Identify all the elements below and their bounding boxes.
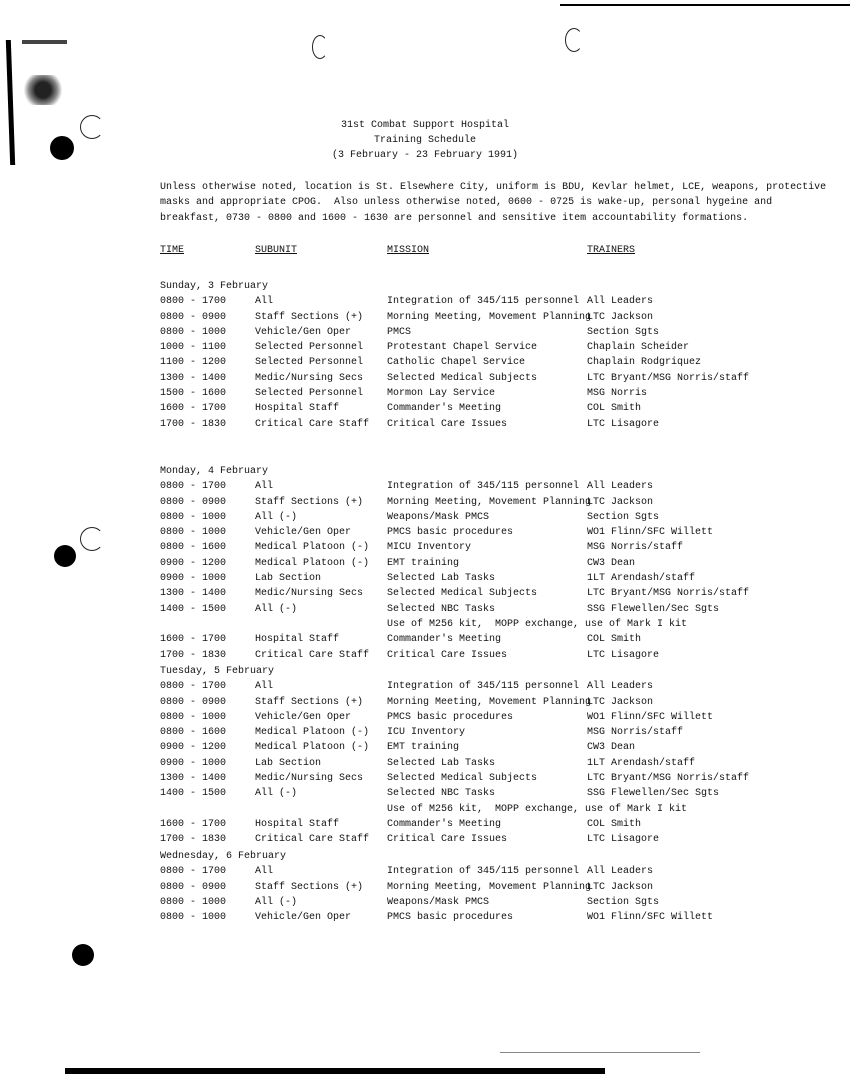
- trainers-cell: All Leaders: [587, 866, 654, 878]
- subunit-cell: Critical Care Staff: [255, 649, 370, 661]
- mission-cell: Use of M256 kit, MOPP exchange, use of Mark I kit: [387, 803, 688, 815]
- trainers-cell: LTC Jackson: [587, 881, 654, 893]
- schedule-row: [160, 325, 800, 340]
- mission-cell: Protestant Chapel Service: [387, 342, 538, 354]
- mission-cell: MICU Inventory: [387, 542, 472, 554]
- time-cell: 1500 - 1600: [160, 388, 227, 400]
- trainers-cell: 1LT Arendash/staff: [587, 573, 696, 585]
- trainers-cell: COL Smith: [587, 634, 642, 646]
- subunit-cell: Hospital Staff: [255, 403, 340, 415]
- time-cell: 0800 - 1700: [160, 681, 227, 693]
- time-cell: 0800 - 1000: [160, 326, 227, 338]
- column-header-time: TIME: [160, 245, 185, 256]
- schedule-row: [160, 771, 800, 786]
- trainers-cell: LTC Jackson: [587, 311, 654, 323]
- subunit-cell: Staff Sections (+): [255, 881, 364, 893]
- time-cell: 1000 - 1100: [160, 342, 227, 354]
- schedule-row: [160, 802, 800, 817]
- time-cell: 1300 - 1400: [160, 372, 227, 384]
- time-cell: 0800 - 1000: [160, 912, 227, 924]
- schedule-row: [160, 695, 800, 710]
- mission-cell: PMCS: [387, 326, 412, 338]
- time-cell: 1700 - 1830: [160, 649, 227, 661]
- mission-cell: Morning Meeting, Movement Planning: [387, 881, 592, 893]
- mission-cell: ICU Inventory: [387, 727, 466, 739]
- subunit-cell: All: [255, 866, 274, 878]
- schedule-row: [160, 386, 800, 401]
- subunit-cell: Selected Personnel: [255, 342, 364, 354]
- schedule-row: [160, 786, 800, 801]
- trainers-cell: COL Smith: [587, 403, 642, 415]
- schedule-row: [160, 556, 800, 571]
- schedule-row: [160, 756, 800, 771]
- intro-paragraph: Unless otherwise noted, location is St. Elsewhere City, uniform is BDU, Kevlar helmet, LCE, weapons, protective masks and appropriate CPOG. Also unless otherwise noted, 0600 - 0725 is wake-up, personal hygeine and breakfast, 0730 - 0800 and 1600 - 1630 are personnel and sensitive item accountability formations.: [160, 182, 827, 224]
- trainers-cell: WO1 Flinn/SFC Willett: [587, 527, 714, 539]
- trainers-cell: SSG Flewellen/Sec Sgts: [587, 788, 720, 800]
- day-heading: Tuesday, 5 February: [160, 666, 275, 677]
- time-cell: 0900 - 1200: [160, 742, 227, 754]
- scan-smudge: [22, 40, 67, 44]
- schedule-row: [160, 571, 800, 586]
- binder-mark-icon: [565, 28, 583, 52]
- mission-cell: Use of M256 kit, MOPP exchange, use of Mark I kit: [387, 618, 688, 630]
- day-heading: Sunday, 3 February: [160, 281, 269, 292]
- mission-cell: Commander's Meeting: [387, 403, 502, 415]
- time-cell: 1700 - 1830: [160, 418, 227, 430]
- schedule-row: [160, 417, 800, 432]
- time-cell: 0800 - 1600: [160, 542, 227, 554]
- mission-cell: Selected NBC Tasks: [387, 603, 496, 615]
- date-range: (3 February - 23 February 1991): [331, 150, 519, 161]
- trainers-cell: LTC Jackson: [587, 696, 654, 708]
- mission-cell: Morning Meeting, Movement Planning: [387, 311, 592, 323]
- schedule-row: [160, 740, 800, 755]
- subunit-cell: Staff Sections (+): [255, 311, 364, 323]
- subunit-cell: Staff Sections (+): [255, 696, 364, 708]
- punch-hole-icon: [54, 545, 76, 567]
- day-section: [160, 464, 800, 663]
- time-cell: 1300 - 1400: [160, 773, 227, 785]
- time-cell: 0900 - 1000: [160, 757, 227, 769]
- day-section: [160, 279, 800, 432]
- subunit-cell: Critical Care Staff: [255, 418, 370, 430]
- time-cell: 0800 - 1000: [160, 511, 227, 523]
- time-cell: 0800 - 1700: [160, 866, 227, 878]
- subunit-cell: Vehicle/Gen Oper: [255, 912, 352, 924]
- unit-name: 31st Combat Support Hospital: [340, 120, 510, 131]
- trainers-cell: LTC Bryant/MSG Norris/staff: [587, 588, 750, 600]
- subunit-cell: Medic/Nursing Secs: [255, 372, 364, 384]
- subunit-cell: Vehicle/Gen Oper: [255, 326, 352, 338]
- trainers-cell: CW3 Dean: [587, 742, 636, 754]
- scan-noise-patch: [22, 75, 64, 105]
- time-cell: 1600 - 1700: [160, 634, 227, 646]
- schedule-row: [160, 880, 800, 895]
- trainers-cell: 1LT Arendash/staff: [587, 757, 696, 769]
- time-cell: 0800 - 1000: [160, 527, 227, 539]
- mission-cell: PMCS basic procedures: [387, 912, 514, 924]
- mission-cell: Critical Care Issues: [387, 418, 508, 430]
- mission-cell: Morning Meeting, Movement Planning: [387, 496, 592, 508]
- schedule-row: [160, 617, 800, 632]
- trainers-cell: LTC Jackson: [587, 496, 654, 508]
- subunit-cell: Medical Platoon (-): [255, 542, 370, 554]
- punch-hole-icon: [72, 944, 94, 966]
- schedule-row: [160, 310, 800, 325]
- time-cell: 0800 - 1600: [160, 727, 227, 739]
- mission-cell: Morning Meeting, Movement Planning: [387, 696, 592, 708]
- trainers-cell: SSG Flewellen/Sec Sgts: [587, 603, 720, 615]
- time-cell: 1600 - 1700: [160, 818, 227, 830]
- mission-cell: Selected NBC Tasks: [387, 788, 496, 800]
- time-cell: 0800 - 1000: [160, 711, 227, 723]
- mission-cell: Weapons/Mask PMCS: [387, 511, 490, 523]
- schedule-row: [160, 355, 800, 370]
- mission-cell: Weapons/Mask PMCS: [387, 896, 490, 908]
- subunit-cell: Medical Platoon (-): [255, 742, 370, 754]
- subunit-cell: Medical Platoon (-): [255, 557, 370, 569]
- subunit-cell: All: [255, 296, 274, 308]
- time-cell: 0800 - 0900: [160, 311, 227, 323]
- subunit-cell: All: [255, 681, 274, 693]
- mission-cell: Selected Lab Tasks: [387, 757, 496, 769]
- time-cell: 0800 - 1700: [160, 481, 227, 493]
- time-cell: 0800 - 1700: [160, 296, 227, 308]
- binder-mark-icon: [312, 35, 328, 59]
- schedule-row: [160, 679, 800, 694]
- trainers-cell: All Leaders: [587, 296, 654, 308]
- time-cell: 1400 - 1500: [160, 603, 227, 615]
- mission-cell: EMT training: [387, 557, 460, 569]
- schedule-row: [160, 340, 800, 355]
- mission-cell: Integration of 345/115 personnel: [387, 296, 580, 308]
- column-header-trainers: TRAINERS: [587, 245, 636, 256]
- schedule-row: [160, 495, 800, 510]
- subunit-cell: All (-): [255, 511, 298, 523]
- trainers-cell: WO1 Flinn/SFC Willett: [587, 912, 714, 924]
- trainers-cell: LTC Bryant/MSG Norris/staff: [587, 773, 750, 785]
- trainers-cell: MSG Norris/staff: [587, 727, 684, 739]
- column-header-subunit: SUBUNIT: [255, 245, 298, 256]
- time-cell: 0900 - 1200: [160, 557, 227, 569]
- subunit-cell: All: [255, 481, 274, 493]
- schedule-row: [160, 540, 800, 555]
- mission-cell: Mormon Lay Service: [387, 388, 496, 400]
- subunit-cell: All (-): [255, 788, 298, 800]
- document-title: [0, 118, 850, 163]
- mission-cell: Selected Medical Subjects: [387, 588, 538, 600]
- time-cell: 0800 - 0900: [160, 496, 227, 508]
- trainers-cell: COL Smith: [587, 818, 642, 830]
- day-heading: Monday, 4 February: [160, 466, 269, 477]
- mission-cell: Commander's Meeting: [387, 634, 502, 646]
- time-cell: 1600 - 1700: [160, 403, 227, 415]
- trainers-cell: LTC Lisagore: [587, 418, 660, 430]
- mission-cell: Integration of 345/115 personnel: [387, 681, 580, 693]
- mission-cell: PMCS basic procedures: [387, 711, 514, 723]
- trainers-cell: WO1 Flinn/SFC Willett: [587, 711, 714, 723]
- schedule-row: [160, 832, 800, 847]
- schedule-row: [160, 864, 800, 879]
- trainers-cell: CW3 Dean: [587, 557, 636, 569]
- schedule-row: [160, 525, 800, 540]
- scan-top-line: [560, 4, 850, 6]
- time-cell: 0800 - 0900: [160, 881, 227, 893]
- trainers-cell: LTC Lisagore: [587, 649, 660, 661]
- mission-cell: Selected Lab Tasks: [387, 573, 496, 585]
- subunit-cell: Critical Care Staff: [255, 834, 370, 846]
- trainers-cell: LTC Bryant/MSG Norris/staff: [587, 372, 750, 384]
- mission-cell: Commander's Meeting: [387, 818, 502, 830]
- trainers-cell: Section Sgts: [587, 511, 660, 523]
- mission-cell: Catholic Chapel Service: [387, 357, 526, 369]
- subunit-cell: Selected Personnel: [255, 388, 364, 400]
- trainers-cell: All Leaders: [587, 681, 654, 693]
- trainers-cell: All Leaders: [587, 481, 654, 493]
- time-cell: 1100 - 1200: [160, 357, 227, 369]
- schedule-row: [160, 895, 800, 910]
- mission-cell: Critical Care Issues: [387, 649, 508, 661]
- scan-bottom-line: [65, 1068, 605, 1074]
- subunit-cell: Lab Section: [255, 757, 322, 769]
- trainers-cell: MSG Norris: [587, 388, 648, 400]
- schedule-row: [160, 294, 800, 309]
- schedule-row: [160, 632, 800, 647]
- schedule-row: [160, 586, 800, 601]
- punch-ring-icon: [80, 527, 104, 551]
- mission-cell: Critical Care Issues: [387, 834, 508, 846]
- subunit-cell: All (-): [255, 896, 298, 908]
- subunit-cell: Medic/Nursing Secs: [255, 588, 364, 600]
- day-heading: Wednesday, 6 February: [160, 851, 287, 862]
- subunit-cell: Selected Personnel: [255, 357, 364, 369]
- mission-cell: EMT training: [387, 742, 460, 754]
- schedule-row: [160, 510, 800, 525]
- time-cell: 1300 - 1400: [160, 588, 227, 600]
- scan-bottom-rule: [500, 1052, 700, 1053]
- subunit-cell: Vehicle/Gen Oper: [255, 527, 352, 539]
- schedule-row: [160, 725, 800, 740]
- subunit-cell: Hospital Staff: [255, 818, 340, 830]
- subunit-cell: Medic/Nursing Secs: [255, 773, 364, 785]
- column-header-mission: MISSION: [387, 245, 430, 256]
- subunit-cell: Lab Section: [255, 573, 322, 585]
- schedule-row: [160, 817, 800, 832]
- mission-cell: PMCS basic procedures: [387, 527, 514, 539]
- mission-cell: Integration of 345/115 personnel: [387, 866, 580, 878]
- time-cell: 1700 - 1830: [160, 834, 227, 846]
- subunit-cell: All (-): [255, 603, 298, 615]
- trainers-cell: Chaplain Scheider: [587, 342, 690, 354]
- trainers-cell: Section Sgts: [587, 896, 660, 908]
- mission-cell: Selected Medical Subjects: [387, 372, 538, 384]
- subunit-cell: Hospital Staff: [255, 634, 340, 646]
- mission-cell: Selected Medical Subjects: [387, 773, 538, 785]
- trainers-cell: Chaplain Rodgriquez: [587, 357, 702, 369]
- trainers-cell: LTC Lisagore: [587, 834, 660, 846]
- schedule-row: [160, 371, 800, 386]
- schedule-title: Training Schedule: [373, 135, 477, 146]
- time-cell: 1400 - 1500: [160, 788, 227, 800]
- schedule-row: [160, 910, 800, 925]
- time-cell: 0800 - 1000: [160, 896, 227, 908]
- schedule-row: [160, 401, 800, 416]
- day-section: [160, 849, 800, 925]
- subunit-cell: Medical Platoon (-): [255, 727, 370, 739]
- mission-cell: Integration of 345/115 personnel: [387, 481, 580, 493]
- subunit-cell: Vehicle/Gen Oper: [255, 711, 352, 723]
- time-cell: 0800 - 0900: [160, 696, 227, 708]
- schedule-row: [160, 710, 800, 725]
- schedule-row: [160, 648, 800, 663]
- schedule-row: [160, 602, 800, 617]
- subunit-cell: Staff Sections (+): [255, 496, 364, 508]
- schedule-row: [160, 479, 800, 494]
- trainers-cell: Section Sgts: [587, 326, 660, 338]
- time-cell: 0900 - 1000: [160, 573, 227, 585]
- trainers-cell: MSG Norris/staff: [587, 542, 684, 554]
- day-section: [160, 664, 800, 848]
